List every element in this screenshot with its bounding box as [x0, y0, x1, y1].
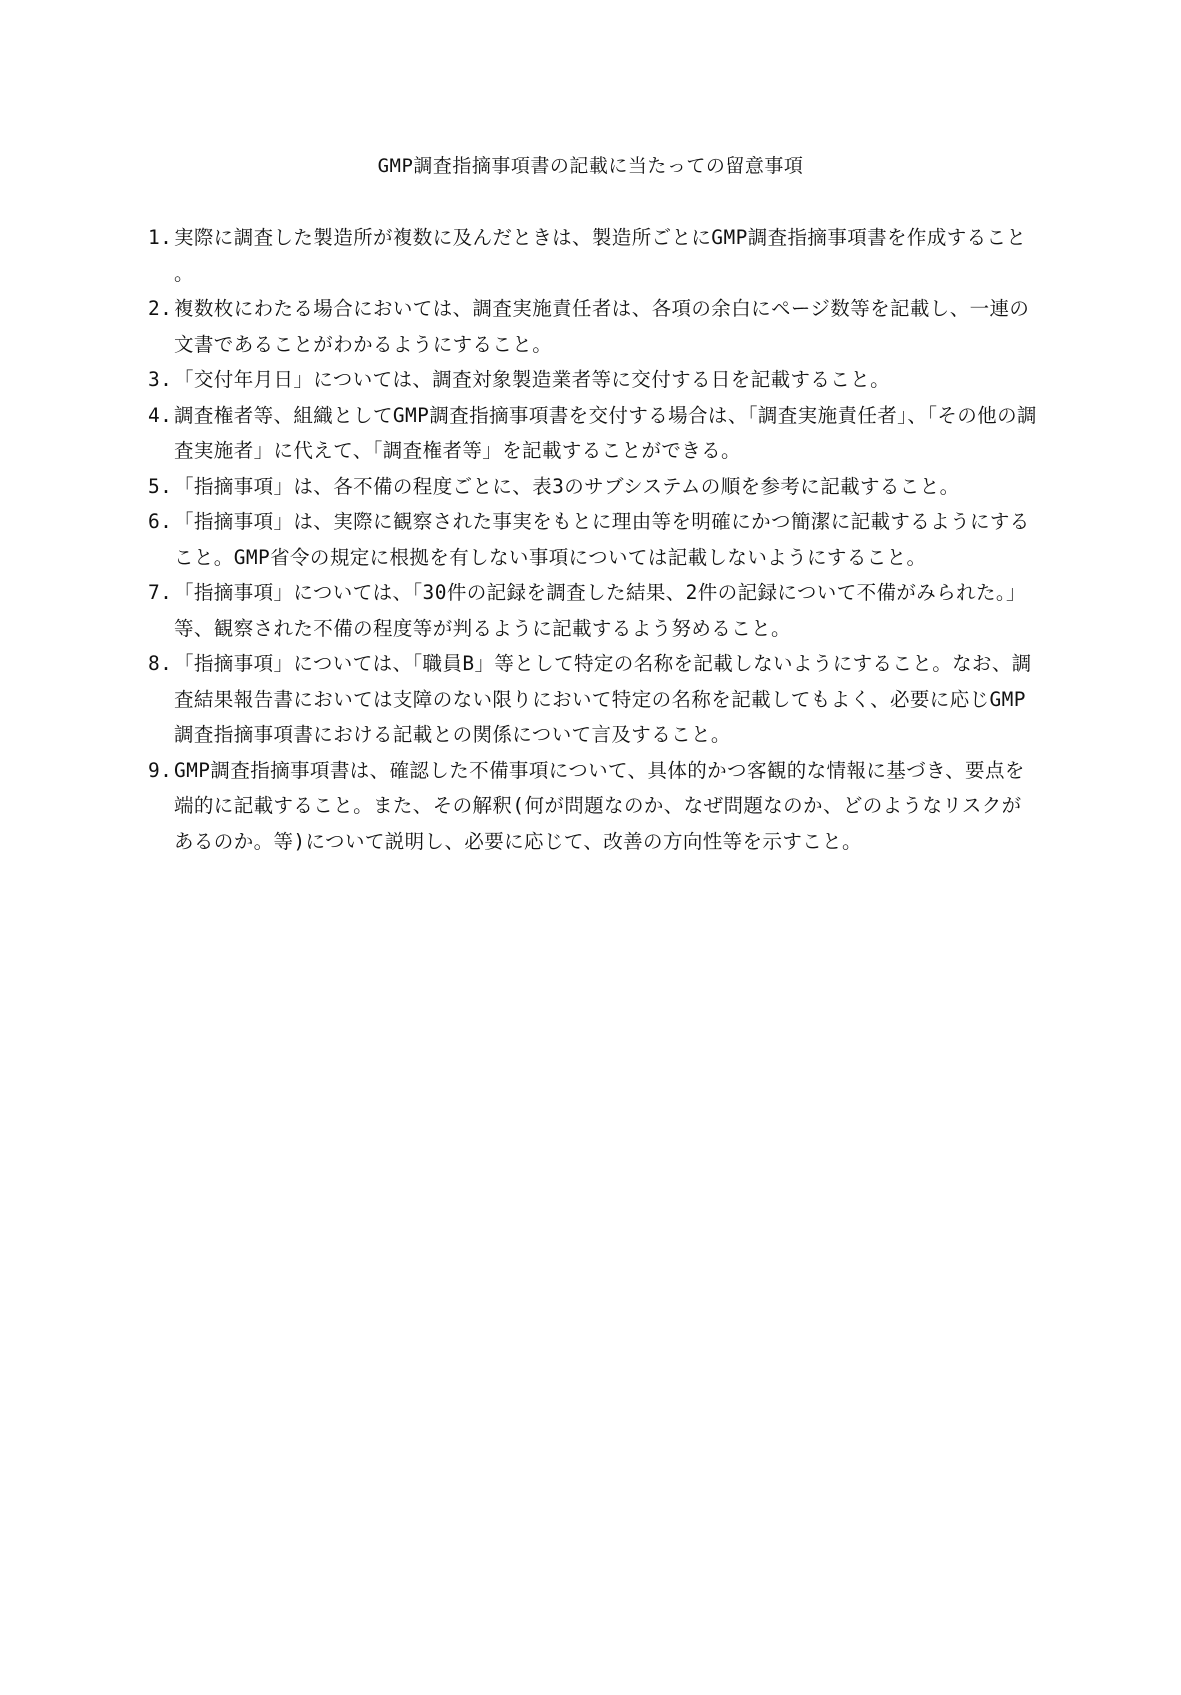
document-title: GMP調査指摘事項書の記載に当たっての留意事項	[377, 155, 804, 177]
item-text: 「指摘事項」は、各不備の程度ごとに、表3のサブシステムの順を参考に記載すること。	[174, 474, 960, 498]
item-number: 3.	[148, 368, 173, 391]
item-text: 複数枚にわたる場合においては、調査実施責任者は、各項の余白にページ数等を記載し、一連の文書であることがわかるようにすること。	[174, 297, 1030, 356]
item-number: 2.	[148, 297, 173, 320]
list-item	[148, 291, 1038, 362]
item-text: 「指摘事項」については、「職員B」等として特定の名称を記載しないようにすること。なお、調査結果報告書においては支障のない限りにおいて特定の名称を記載してもよく、必要に応じGMP調査指摘事項書における記載との関係について言及すること。	[174, 652, 1032, 746]
notes-list	[148, 220, 1038, 859]
item-number: 5.	[148, 474, 173, 498]
list-item	[148, 362, 1038, 398]
list-item	[148, 753, 1038, 860]
item-number: 1.	[148, 226, 173, 249]
item-text: 「指摘事項」については、「30件の記録を調査した結果、2件の記録について不備がみられた。」等、観察された不備の程度等が判るように記載するよう努めること。	[174, 581, 1026, 640]
item-number: 8.	[148, 652, 173, 675]
item-number: 4.	[148, 403, 173, 427]
item-text: GMP調査指摘事項書は、確認した不備事項について、具体的かつ客観的な情報に基づき、要点を端的に記載すること。また、その解釈(何が問題なのか、なぜ問題なのか、どのようなリスクがあるのか。等)について説明し、必要に応じて、改善の方向性等を示すこと。	[174, 758, 1025, 853]
item-text: 調査権者等、組織としてGMP調査指摘事項書を交付する場合は、「調査実施責任者」、「その他の調査実施者」に代えて、「調査権者等」を記載することができる。	[174, 403, 1037, 462]
list-item	[148, 398, 1038, 469]
list-item	[148, 469, 1038, 505]
item-text: 「交付年月日」については、調査対象製造業者等に交付する日を記載すること。	[174, 368, 891, 391]
item-text: 「指摘事項」は、実際に観察された事実をもとに理由等を明確にかつ簡潔に記載するようにすること。GMP省令の規定に根拠を有しない事項については記載しないようにすること。	[174, 510, 1030, 569]
item-number: 7.	[148, 581, 173, 604]
list-item	[148, 646, 1038, 753]
list-item	[148, 575, 1038, 646]
list-item	[148, 220, 1038, 291]
list-item	[148, 504, 1038, 575]
item-number: 6.	[148, 510, 173, 533]
item-number: 9.	[148, 758, 173, 782]
item-text: 実際に調査した製造所が複数に及んだときは、製造所ごとにGMP調査指摘事項書を作成すること。	[174, 226, 1027, 285]
